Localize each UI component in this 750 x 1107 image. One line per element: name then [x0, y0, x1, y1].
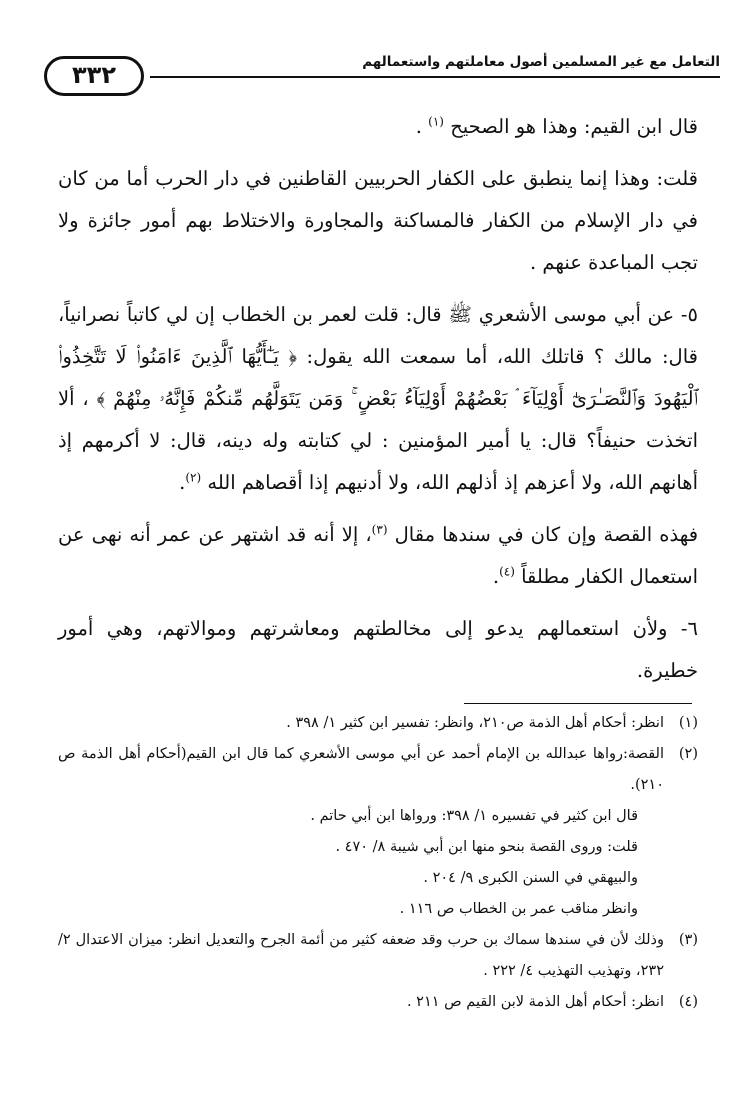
footnote-2-line-5	[58, 894, 698, 925]
paragraph-4: فهذه القصة وإن كان في سندها مقال $^{(٣)}$، إلا أنه قد اشتهر عن عمر أنه نهى عن استعمال الكفار مطلقاً $^{(٤)}$.	[58, 522, 699, 588]
footnote-separator	[464, 703, 692, 704]
footnote-text: انظر: أحكام أهل الذمة لابن القيم ص ٢١١ .	[406, 994, 664, 1010]
main-text	[58, 106, 698, 702]
paragraph-1: قال ابن القيم: وهذا هو الصحيح $^{(١)}$ .	[415, 114, 698, 138]
footnote-1	[58, 708, 698, 739]
running-header	[40, 40, 720, 98]
footnote-ref-3[interactable]: (٣)	[371, 522, 388, 537]
paragraph-2: قلت: وهذا إنما ينطبق على الكفار الحربيين القاطنين في دار الحرب أما من كان في دار الإسلام من الكفار فالمساكنة والمجاورة والاختلاط بهم أمور جائزة ولا تجب المباعدة عنهم .	[58, 167, 698, 274]
page-number: ٣٣٢	[44, 56, 144, 96]
footnote-2-line-3	[58, 832, 698, 863]
paragraph-5: ٦- ولأن استعمالهم يدعو إلى مخالطتهم ومعاشرتهم وموالاتهم، وهي أمور خطيرة.	[58, 617, 698, 682]
footnote-2-line-4	[58, 863, 698, 894]
footnote-number: (٣)	[678, 932, 698, 948]
footnote-ref-4[interactable]: (٤)	[499, 564, 515, 579]
footnote-number: (١)	[678, 715, 698, 731]
footnote-text: قلت: وروى القصة بنحو منها ابن أبي شيبة ٨/ ٤٧٠ .	[335, 839, 638, 855]
footnote-text: وانظر مناقب عمر بن الخطاب ص ١١٦ .	[399, 901, 638, 917]
paragraph-3: ٥- عن أبي موسى الأشعري ﷺ قال: قلت لعمر بن الخطاب إن لي كاتباً نصرانياً، قال: مالك ؟ قاتلك الله، أما سمعت الله يقول: ﴿ يَـٰٓأَيُّهَا ٱلَّذِينَ ءَامَنُوا۟ لَا تَتَّخِذُوا۟ ٱلْيَهُودَ وَٱلنَّصَـٰرَىٰٓ أَوْلِيَآءَ ۘ بَعْضُهُمْ أَوْلِيَآءُ بَعْضٍ ۚ وَمَن يَتَوَلَّهُم مِّنكُمْ فَإِنَّهُۥ مِنْهُمْ ﴾ ، ألا اتخذت حنيفاً؟ قال: يا أمير المؤمنين : لي كتابته وله دينه، قال: لا أكرمهم إذ أهانهم الله، ولا أعزهم إذ أذلهم الله، ولا أدنيهم إذا أقصاهم الله $^{(٢)}$.	[58, 303, 698, 494]
footnote-ref-2[interactable]: (٢)	[185, 470, 202, 485]
footnote-text: قال ابن كثير في تفسيره ١/ ٣٩٨: ورواها ابن أبي حاتم .	[310, 808, 638, 824]
footnote-4	[58, 987, 698, 1018]
footnote-text: والبيهقي في السنن الكبرى ٩/ ٢٠٤ .	[423, 870, 638, 886]
footnote-3	[58, 925, 698, 987]
footnote-number: (٤)	[678, 994, 698, 1010]
footnotes	[58, 708, 698, 1018]
header-title: التعامل مع غير المسلمين أصول معاملتهم واستعمالهم	[362, 54, 720, 70]
footnote-text: وذلك لأن في سندها سماك بن حرب وقد ضعفه كثير من أئمة الجرح والتعديل انظر: ميزان الاعتدال ٢/ ٢٣٢، وتهذيب التهذيب ٤/ ٢٢٢ .	[58, 932, 664, 979]
footnote-2	[58, 739, 698, 801]
footnote-2-line-2	[58, 801, 698, 832]
header-rule	[150, 76, 720, 78]
footnote-text: انظر: أحكام أهل الذمة ص٢١٠، وانظر: تفسير ابن كثير ١/ ٣٩٨ .	[286, 715, 664, 731]
footnote-text: القصة:رواها عبدالله بن الإمام أحمد عن أبي موسى الأشعري كما قال ابن القيم(أحكام أهل الذمة ص ٢١٠).	[58, 746, 664, 793]
footnote-ref-1[interactable]: (١)	[428, 114, 444, 129]
footnote-number: (٢)	[678, 746, 698, 762]
